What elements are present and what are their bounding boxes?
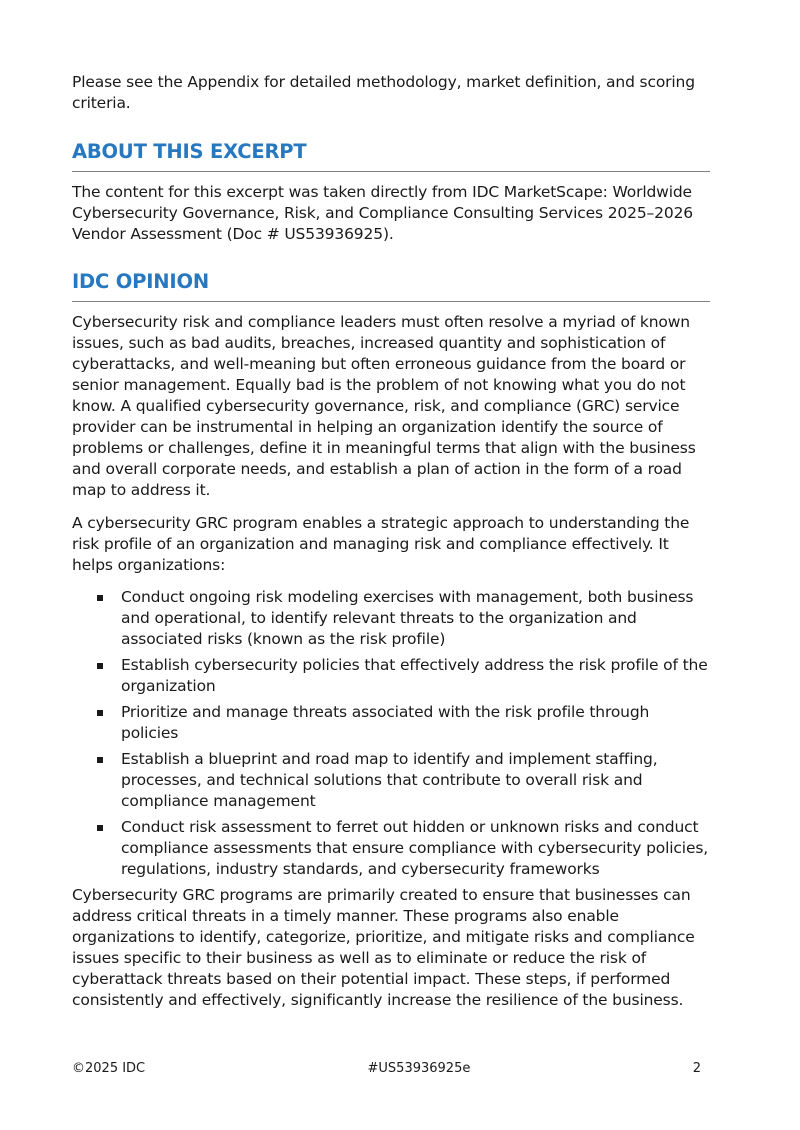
about-paragraph: The content for this excerpt was taken directly from IDC MarketScape: Worldwide Cybersecurity Governance, Risk, and Compliance Consulting Services 2025–2026 Vendor Assessment (Doc # US53936925). — [72, 183, 693, 243]
document-page — [72, 72, 710, 1036]
list-item-text: Conduct risk assessment to ferret out hidden or unknown risks and conduct compliance assessments that ensure compliance with cybersecurity policies, regulations, industry standards, and cybersecurity frameworks — [121, 818, 709, 878]
list-item-text: Establish a blueprint and road map to identify and implement staffing, processes, and technical solutions that contribute to overall risk and compliance management — [121, 750, 658, 810]
list-item — [72, 587, 710, 650]
opinion-section — [72, 270, 710, 1011]
opinion-paragraph-1: Cybersecurity risk and compliance leaders must often resolve a myriad of known issues, such as bad audits, breaches, increased quantity and sophistication of cyberattacks, and well-meaning but often erroneous guidance from the board or senior management. Equally bad is the problem of not knowing what you do not know. A qualified cybersecurity governance, risk, and compliance (GRC) service provider can be instrumental in helping an organization identify the source of problems or challenges, define it in meaningful terms that align with the business and overall corporate needs, and establish a plan of action in the form of a road map to address it. — [72, 313, 696, 499]
intro-paragraph: Please see the Appendix for detailed methodology, market definition, and scoring criteria. — [72, 73, 695, 112]
footer-copyright: ©2025 IDC — [72, 1061, 146, 1076]
opinion-bullet-list — [72, 587, 710, 880]
opinion-paragraph-2: A cybersecurity GRC program enables a strategic approach to understanding the risk profile of an organization and managing risk and compliance effectively. It helps organizations: — [72, 514, 690, 574]
opinion-paragraph-3: Cybersecurity GRC programs are primarily created to ensure that businesses can address critical threats in a timely manner. These programs also enable organizations to identify, categorize, prioritize, and mitigate risks and compliance issues specific to their business as well as to eliminate or reduce the risk of cyberattack threats based on their potential impact. These steps, if performed consistently and effectively, significantly increase the resilience of the business. — [72, 886, 695, 1009]
square-bullet-icon — [97, 825, 103, 831]
list-item — [72, 817, 710, 880]
square-bullet-icon — [97, 710, 103, 716]
square-bullet-icon — [97, 595, 103, 601]
list-item-text: Conduct ongoing risk modeling exercises with management, both business and operational, to identify relevant threats to the organization and associated risks (known as the risk profile) — [121, 588, 694, 648]
list-item-text: Prioritize and manage threats associated with the risk profile through policies — [121, 703, 650, 742]
opinion-heading: IDC OPINION — [72, 270, 710, 302]
square-bullet-icon — [97, 757, 103, 763]
list-item — [72, 655, 710, 697]
about-section — [72, 140, 710, 245]
list-item — [72, 749, 710, 812]
list-item — [72, 702, 710, 744]
footer-doc-number: #US53936925e — [367, 1061, 471, 1076]
about-heading: ABOUT THIS EXCERPT — [72, 140, 710, 172]
square-bullet-icon — [97, 663, 103, 669]
page-footer — [72, 1061, 701, 1076]
list-item-text: Establish cybersecurity policies that effectively address the risk profile of the organization — [121, 656, 708, 695]
footer-page-number: 2 — [692, 1061, 701, 1076]
